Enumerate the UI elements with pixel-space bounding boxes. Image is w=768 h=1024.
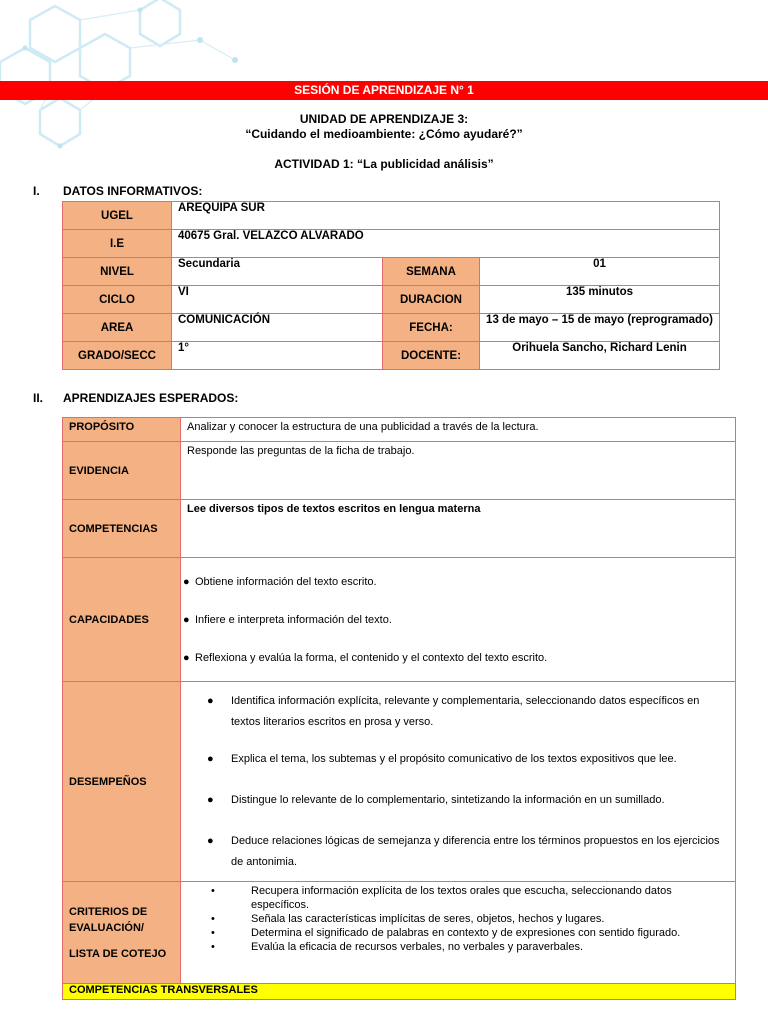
ugel-value: AREQUIPA SUR: [172, 202, 720, 230]
list-item: • Señala las características implícitas de seres, objetos, hechos y lugares.: [211, 913, 605, 925]
unit-title: “Cuidando el medioambiente: ¿Cómo ayudaré?”: [245, 127, 523, 141]
fecha-label: FECHA:: [383, 314, 480, 342]
table-row: [63, 202, 720, 230]
section-2-number: II.: [33, 391, 44, 405]
duracion-label: DURACION: [383, 286, 480, 314]
criterios-label-line1: CRITERIOS DE EVALUACIÓN/: [69, 905, 148, 934]
table-row: [63, 314, 720, 342]
activity-title: ACTIVIDAD 1: “La publicidad análisis”: [274, 157, 494, 171]
competencias-value: Lee diversos tipos de textos escritos en lengua materna: [181, 500, 736, 558]
aprendizajes-table: [62, 417, 736, 1000]
proposito-value: Analizar y conocer la estructura de una publicidad a través de la lectura.: [181, 418, 736, 442]
table-row: [63, 882, 736, 984]
list-item: ● Reflexiona y evalúa la forma, el contenido y el contexto del texto escrito.: [183, 651, 548, 664]
list-item: ● Distingue lo relevante de lo complementario, sintetizando la información en un sumillado.: [207, 793, 665, 806]
section-2-heading: [33, 391, 238, 405]
table-row: [63, 286, 720, 314]
ugel-label: UGEL: [63, 202, 172, 230]
table-row: [63, 500, 736, 558]
criterios-label: [63, 882, 181, 984]
area-label: AREA: [63, 314, 172, 342]
ie-label: I.E: [63, 230, 172, 258]
ciclo-label: CICLO: [63, 286, 172, 314]
table-row: [63, 682, 736, 882]
list-item: • Determina el significado de palabras en contexto y de expresiones con sentido figurado.: [211, 927, 681, 939]
semana-label: SEMANA: [383, 258, 480, 286]
list-item: ● Deduce relaciones lógicas de semejanza y diferencia entre los términos propuestos en los ejercicios de antonimia.: [207, 834, 720, 868]
criterios-label-line2: LISTA DE COTEJO: [69, 947, 167, 960]
criterios-list: [181, 882, 736, 984]
list-item: • Evalúa la eficacia de recursos verbales, no verbales y paraverbales.: [211, 941, 584, 953]
list-item: ● Identifica información explícita, relevante y complementaria, seleccionando datos específicos en textos literarios escritos en prosa y verso.: [207, 694, 700, 728]
duracion-value: 135 minutos: [480, 286, 720, 314]
semana-value: 01: [480, 258, 720, 286]
session-banner: SESIÓN DE APRENDIZAJE N° 1: [0, 81, 768, 100]
list-item: ● Explica el tema, los subtemas y el propósito comunicativo de los textos expositivos que lee.: [207, 752, 677, 765]
table-row: [63, 558, 736, 682]
datos-informativos-table: [62, 201, 720, 370]
grado-value: 1°: [172, 342, 383, 370]
list-item: ● Obtiene información del texto escrito.: [183, 575, 377, 588]
capacidades-label: CAPACIDADES: [63, 558, 181, 682]
section-2-title: APRENDIZAJES ESPERADOS:: [63, 391, 239, 405]
docente-label: DOCENTE:: [383, 342, 480, 370]
table-row: [63, 418, 736, 442]
ciclo-value: VI: [172, 286, 383, 314]
proposito-label: PROPÓSITO: [63, 418, 181, 442]
table-row: [63, 342, 720, 370]
competencias-transversales: COMPETENCIAS TRANSVERSALES: [63, 984, 736, 1000]
ie-value: 40675 Gral. VELAZCO ALVARADO: [172, 230, 720, 258]
competencias-label: COMPETENCIAS: [63, 500, 181, 558]
unit-line: UNIDAD DE APRENDIZAJE 3:: [299, 112, 469, 126]
desempenos-list: [181, 682, 736, 882]
list-item: • Recupera información explícita de los textos orales que escucha, seleccionando datos específicos.: [211, 885, 672, 911]
table-row: [63, 230, 720, 258]
evidencia-value: Responde las preguntas de la ficha de trabajo.: [181, 442, 736, 500]
docente-value: Orihuela Sancho, Richard Lenin: [480, 342, 720, 370]
section-1-number: I.: [33, 184, 40, 198]
fecha-value: 13 de mayo – 15 de mayo (reprogramado): [480, 314, 720, 342]
evidencia-label: EVIDENCIA: [63, 442, 181, 500]
nivel-label: NIVEL: [63, 258, 172, 286]
section-1-heading: [33, 184, 202, 198]
list-item: ● Infiere e interpreta información del texto.: [183, 613, 392, 626]
capacidades-list: [181, 558, 736, 682]
table-row: [63, 984, 736, 1000]
area-value: COMUNICACIÓN: [172, 314, 383, 342]
section-1-title: DATOS INFORMATIVOS:: [63, 184, 203, 198]
table-row: [63, 442, 736, 500]
grado-label: GRADO/SECC: [63, 342, 172, 370]
nivel-value: Secundaria: [172, 258, 383, 286]
desempenos-label: DESEMPEÑOS: [63, 682, 181, 882]
table-row: [63, 258, 720, 286]
